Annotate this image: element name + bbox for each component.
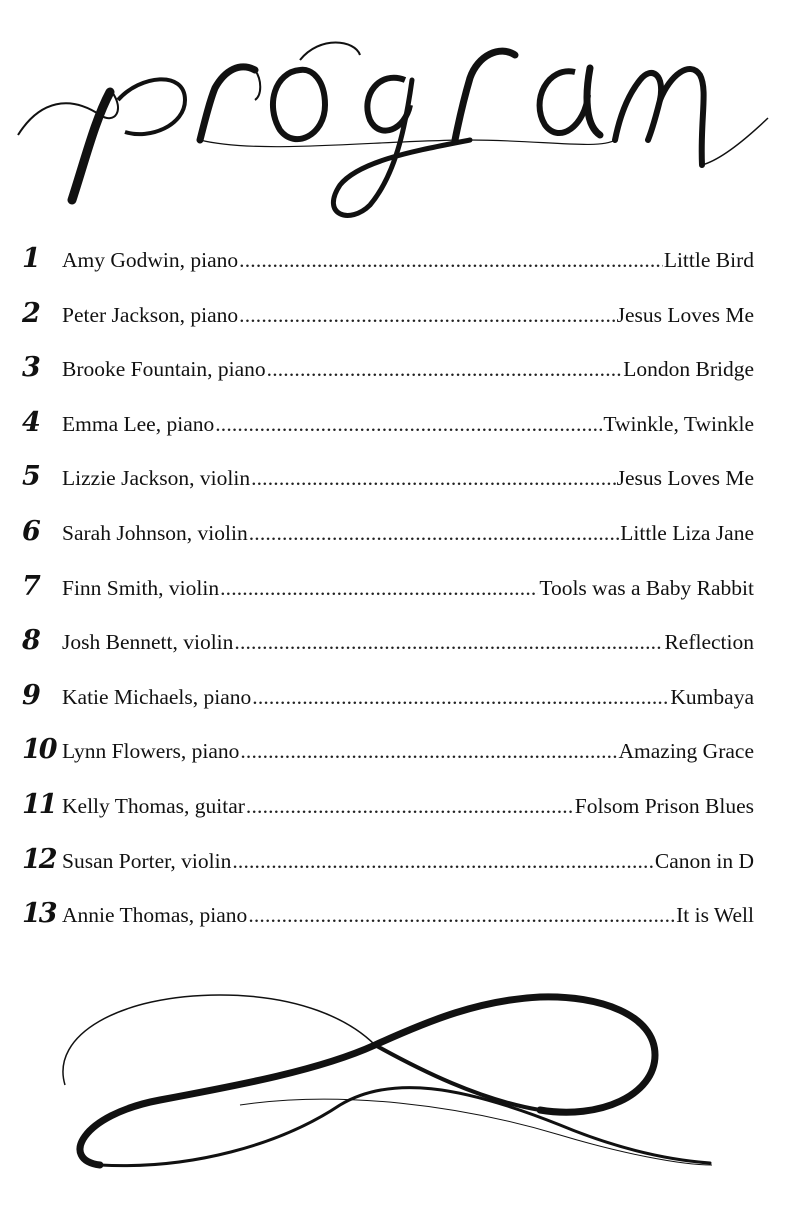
performer: Amy Godwin, piano bbox=[62, 248, 239, 272]
program-entry bbox=[62, 463, 754, 493]
item-number: 6 bbox=[22, 515, 39, 547]
piece-title: Canon in D bbox=[654, 848, 754, 873]
program-entry bbox=[62, 354, 754, 384]
performer: Brooke Fountain, piano bbox=[62, 357, 266, 382]
program-entry bbox=[62, 846, 754, 876]
program-title-calligraphy bbox=[0, 0, 794, 230]
dot-leader bbox=[239, 245, 663, 275]
dot-leader bbox=[240, 736, 617, 766]
dot-leader bbox=[248, 900, 675, 930]
item-number: 1 bbox=[22, 243, 39, 274]
piece-title: Little Bird bbox=[663, 248, 754, 272]
piece-title: Twinkle, Twinkle bbox=[603, 411, 754, 436]
performer: Josh Bennett, violin bbox=[62, 630, 234, 655]
dot-leader bbox=[249, 518, 620, 548]
dot-leader bbox=[252, 682, 669, 712]
performer: Susan Porter, violin bbox=[62, 848, 232, 873]
performer: Lizzie Jackson, violin bbox=[62, 466, 251, 491]
item-number: 13 bbox=[22, 898, 56, 930]
program-entry bbox=[62, 300, 754, 330]
dot-leader bbox=[246, 791, 574, 821]
program-entry bbox=[62, 900, 754, 930]
program-item bbox=[0, 234, 794, 289]
program-entry bbox=[62, 627, 754, 657]
program-item bbox=[0, 452, 794, 507]
program-item bbox=[0, 398, 794, 453]
infinity-flourish-ornament bbox=[40, 975, 760, 1190]
program-entry bbox=[62, 409, 754, 439]
program-entry bbox=[62, 245, 754, 275]
dot-leader bbox=[234, 627, 663, 657]
performer: Annie Thomas, piano bbox=[62, 903, 248, 928]
program-item bbox=[0, 343, 794, 398]
program-entry bbox=[62, 791, 754, 821]
dot-leader bbox=[239, 300, 616, 330]
program-item bbox=[0, 780, 794, 835]
item-number: 5 bbox=[22, 461, 39, 493]
program-entry bbox=[62, 682, 754, 712]
item-number: 3 bbox=[22, 352, 39, 384]
dot-leader bbox=[215, 409, 602, 439]
piece-title: Jesus Loves Me bbox=[616, 466, 754, 491]
piece-title: Amazing Grace bbox=[618, 739, 754, 764]
item-number: 12 bbox=[22, 843, 56, 875]
program-entry bbox=[62, 736, 754, 766]
piece-title: Little Liza Jane bbox=[620, 520, 754, 545]
piece-title: Tools was a Baby Rabbit bbox=[539, 575, 754, 600]
item-number: 7 bbox=[22, 570, 39, 602]
item-number: 4 bbox=[22, 406, 39, 438]
program-item bbox=[0, 889, 794, 944]
item-number: 8 bbox=[22, 625, 39, 657]
performer: Lynn Flowers, piano bbox=[62, 739, 240, 764]
performer: Finn Smith, violin bbox=[62, 575, 220, 600]
program-item bbox=[0, 725, 794, 780]
program-entry bbox=[62, 518, 754, 548]
piece-title: It is Well bbox=[676, 903, 754, 928]
item-number: 10 bbox=[22, 734, 56, 766]
dot-leader bbox=[220, 573, 538, 603]
item-number: 9 bbox=[22, 679, 39, 711]
dot-leader bbox=[251, 463, 616, 493]
performer: Peter Jackson, piano bbox=[62, 302, 239, 327]
program-item bbox=[0, 835, 794, 890]
program-list bbox=[0, 234, 794, 944]
program-item bbox=[0, 616, 794, 671]
dot-leader bbox=[232, 846, 654, 876]
piece-title: London Bridge bbox=[623, 357, 754, 382]
performer: Katie Michaels, piano bbox=[62, 684, 252, 709]
dot-leader bbox=[267, 354, 623, 384]
program-item bbox=[0, 562, 794, 617]
piece-title: Jesus Loves Me bbox=[616, 302, 754, 327]
program-item bbox=[0, 507, 794, 562]
performer: Kelly Thomas, guitar bbox=[62, 793, 245, 818]
program-item bbox=[0, 671, 794, 726]
program-entry bbox=[62, 573, 754, 603]
performer: Emma Lee, piano bbox=[62, 411, 215, 436]
item-number: 2 bbox=[22, 297, 39, 329]
item-number: 11 bbox=[22, 788, 56, 820]
piece-title: Folsom Prison Blues bbox=[574, 793, 754, 818]
performer: Sarah Johnson, violin bbox=[62, 520, 248, 545]
program-item bbox=[0, 289, 794, 344]
piece-title: Reflection bbox=[664, 630, 754, 655]
piece-title: Kumbaya bbox=[670, 684, 754, 709]
